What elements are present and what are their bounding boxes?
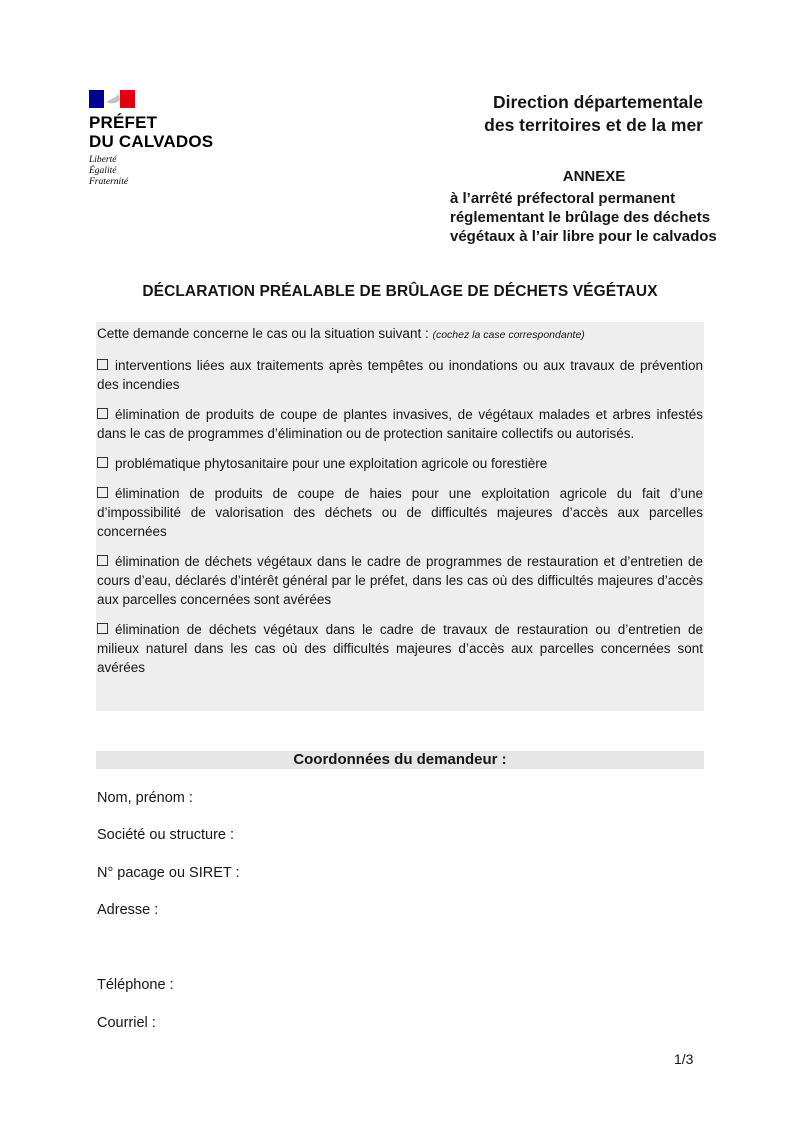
situation-option[interactable] bbox=[97, 454, 703, 473]
situation-option[interactable] bbox=[97, 620, 703, 677]
checkbox[interactable] bbox=[97, 555, 108, 566]
option-label: interventions liées aux traitements après tempêtes ou inondations ou aux travaux de prévention des incendies bbox=[97, 358, 703, 392]
option-label: problématique phytosanitaire pour une exploitation agricole ou forestière bbox=[115, 456, 548, 471]
motto-fraternite: Fraternité bbox=[89, 177, 129, 187]
annexe-line-3: végétaux à l’air libre pour le calvados bbox=[450, 228, 717, 245]
motto-egalite: Égalité bbox=[89, 166, 117, 176]
direction-heading bbox=[484, 91, 703, 137]
option-label: élimination de déchets végétaux dans le cadre de travaux de restauration ou d’entretien de milieux naturel dans les cas où des difficultés majeures d’accès aux parcelles concernées sont avérées bbox=[97, 622, 703, 675]
field-pacage-siret[interactable]: N° pacage ou SIRET : bbox=[97, 865, 240, 881]
direction-line-2: des territoires et de la mer bbox=[484, 115, 703, 135]
annexe-line-1: à l’arrêté préfectoral permanent bbox=[450, 190, 676, 207]
marianne-flag-icon bbox=[89, 90, 135, 108]
annexe-line-2: réglementant le brûlage des déchets bbox=[450, 209, 711, 226]
field-societe[interactable]: Société ou structure : bbox=[97, 827, 235, 843]
situation-option[interactable] bbox=[97, 356, 703, 394]
situation-panel bbox=[96, 322, 704, 711]
checkbox[interactable] bbox=[97, 457, 108, 468]
situation-option[interactable] bbox=[97, 552, 703, 609]
field-adresse[interactable]: Adresse : bbox=[97, 902, 159, 918]
option-label: élimination de produits de coupe de plantes invasives, de végétaux malades et arbres infestés dans le cas de programmes d’élimination ou de protection sanitaire collectifs ou autorisés. bbox=[97, 407, 703, 441]
checkbox[interactable] bbox=[97, 408, 108, 419]
prefecture-logo bbox=[89, 90, 239, 188]
direction-line-1: Direction départementale bbox=[492, 92, 703, 112]
situation-intro-note: (cochez la case correspondante) bbox=[432, 329, 585, 341]
annexe-description bbox=[450, 189, 750, 246]
checkbox[interactable] bbox=[97, 623, 108, 634]
field-telephone[interactable]: Téléphone : bbox=[97, 977, 174, 993]
motto-liberte: Liberté bbox=[89, 155, 117, 165]
logo-line-1: PRÉFET bbox=[89, 113, 158, 132]
field-nom-prenom[interactable]: Nom, prénom : bbox=[97, 790, 193, 806]
situation-option[interactable] bbox=[97, 405, 703, 443]
situation-intro bbox=[97, 324, 703, 345]
checkbox[interactable] bbox=[97, 487, 108, 498]
annexe-title-wrap bbox=[450, 168, 738, 186]
checkbox[interactable] bbox=[97, 359, 108, 370]
document-title: DÉCLARATION PRÉALABLE DE BRÛLAGE DE DÉCHETS VÉGÉTAUX bbox=[142, 283, 658, 300]
logo-line-2: DU CALVADOS bbox=[89, 132, 214, 151]
option-label: élimination de déchets végétaux dans le cadre de programmes de restauration et d’entretien de cours d’eau, déclarés d’intérêt général par le préfet, dans les cas où des difficultés majeures d’accès aux parcelles concernées sont avérées bbox=[97, 554, 703, 607]
coordonnees-heading: Coordonnées du demandeur : bbox=[96, 751, 704, 769]
field-courriel[interactable]: Courriel : bbox=[97, 1015, 156, 1031]
situation-option[interactable] bbox=[97, 484, 703, 541]
option-label: élimination de produits de coupe de haies pour une exploitation agricole du fait d’une d’impossibilité de valorisation des déchets ou de difficultés majeures d’accès aux parcelles concernées bbox=[97, 486, 703, 539]
annexe-title: ANNEXE bbox=[562, 168, 626, 185]
page-number: 1/3 bbox=[674, 1051, 694, 1067]
situation-intro-text: Cette demande concerne le cas ou la situation suivant : bbox=[97, 326, 433, 341]
